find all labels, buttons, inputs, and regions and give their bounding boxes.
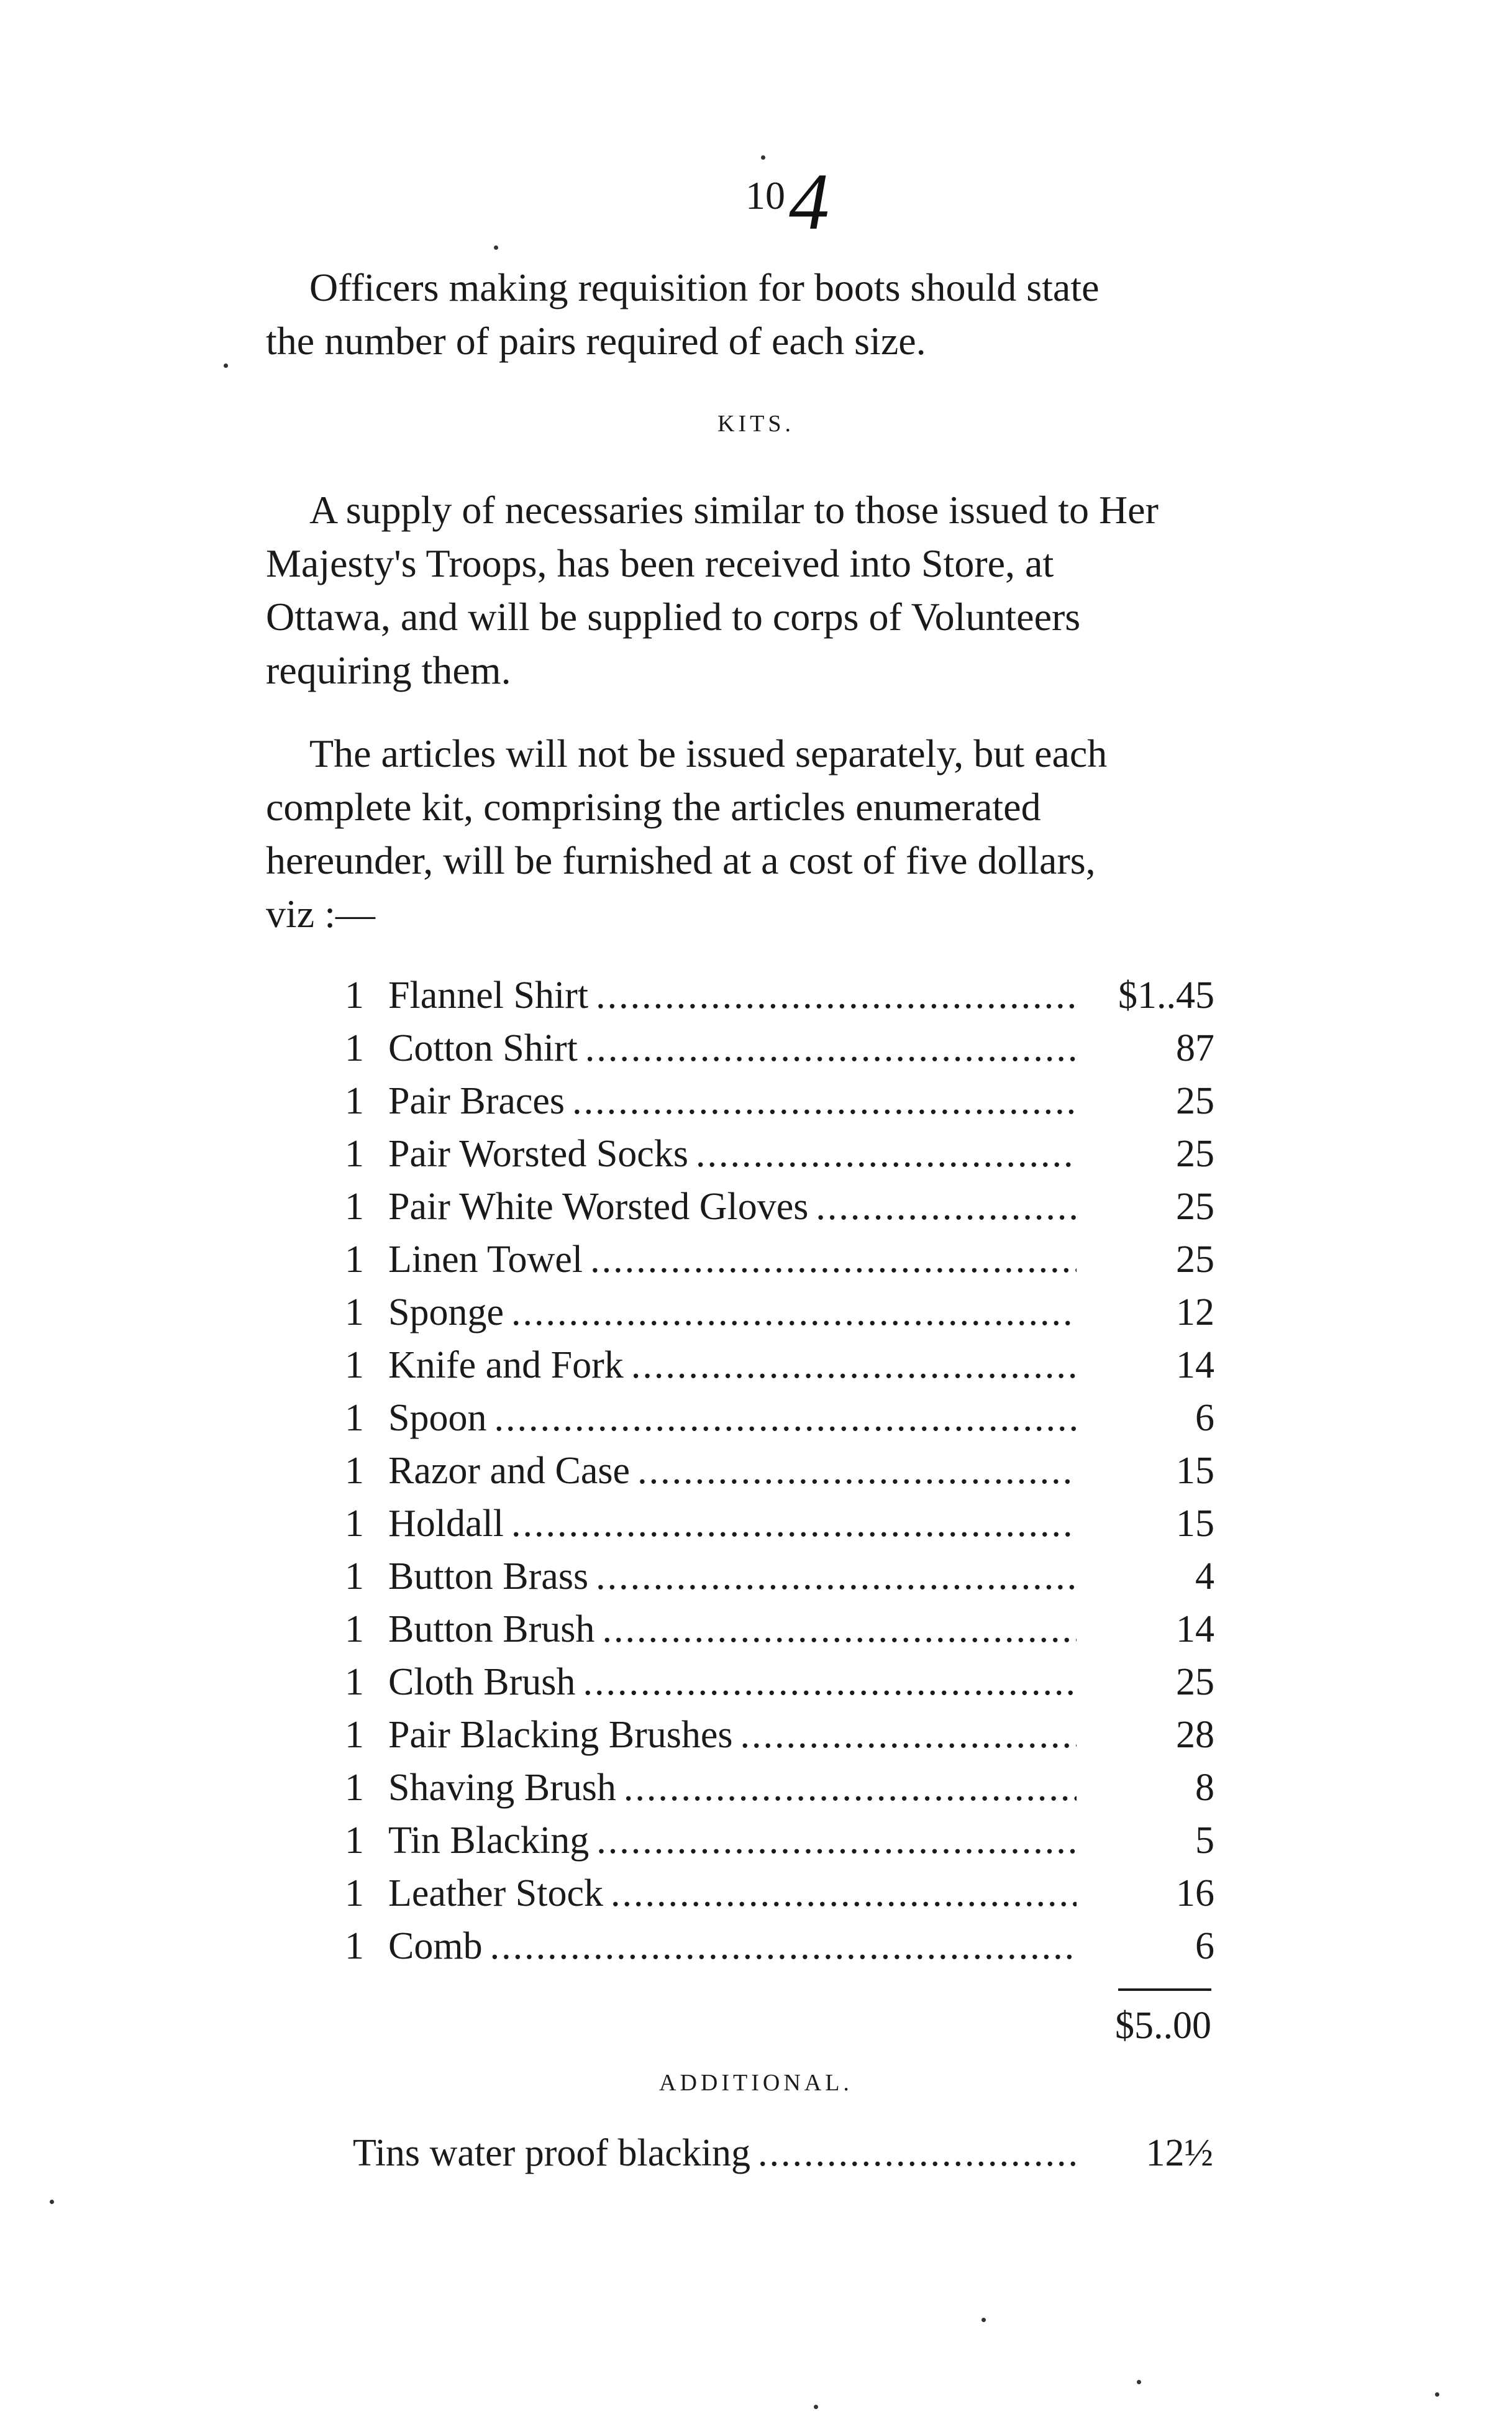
total-rule bbox=[1118, 1988, 1211, 1991]
kit-item-name: Cotton Shirt bbox=[388, 1027, 578, 1069]
dot-leader bbox=[572, 1075, 1077, 1128]
kit-item-price: 8 bbox=[1195, 1767, 1214, 1809]
kits-intro-line-1: A supply of necessaries similar to those issued to Her bbox=[309, 488, 1159, 532]
kit-item-price: 12 bbox=[1176, 1291, 1214, 1333]
additional-item-price: 12½ bbox=[1145, 2132, 1213, 2174]
ink-speck bbox=[224, 364, 228, 368]
ink-speck bbox=[761, 155, 765, 160]
kit-items-list bbox=[345, 969, 1214, 1973]
kit-item-price: 6 bbox=[1195, 1925, 1214, 1967]
dot-leader bbox=[740, 1709, 1077, 1762]
kit-item-qty: 1 bbox=[345, 1238, 364, 1281]
kit-total: $5..00 bbox=[1115, 2005, 1211, 2047]
dot-leader bbox=[758, 2131, 1075, 2175]
kit-item-qty: 1 bbox=[345, 1714, 364, 1756]
kits-heading: KITS. bbox=[717, 411, 795, 437]
kit-item-qty: 1 bbox=[345, 1397, 364, 1439]
kit-item-row bbox=[345, 969, 1214, 1022]
boots-notice-line-1: Officers making requisition for boots should state bbox=[309, 265, 1100, 309]
kit-item-qty: 1 bbox=[345, 1186, 364, 1228]
page-number: 10 bbox=[745, 173, 785, 217]
ink-speck bbox=[1435, 2392, 1439, 2397]
kits-intro-line-4: requiring them. bbox=[266, 648, 511, 692]
kit-item-price: 4 bbox=[1195, 1555, 1214, 1598]
dot-leader bbox=[596, 1550, 1077, 1603]
ink-speck bbox=[1137, 2380, 1141, 2384]
kit-item-name: Tin Blacking bbox=[388, 1819, 590, 1862]
kit-item-name: Pair Braces bbox=[388, 1080, 565, 1122]
dot-leader bbox=[585, 1022, 1077, 1075]
kit-item-row bbox=[345, 1233, 1214, 1286]
kit-item-name: Pair White Worsted Gloves bbox=[388, 1186, 809, 1228]
kit-item-qty: 1 bbox=[345, 1819, 364, 1862]
dot-leader bbox=[602, 1603, 1077, 1656]
kit-item-row bbox=[345, 1656, 1214, 1709]
kit-item-qty: 1 bbox=[345, 1872, 364, 1914]
dot-leader bbox=[511, 1286, 1077, 1339]
kit-item-name: Flannel Shirt bbox=[388, 974, 589, 1017]
kit-item-price: 28 bbox=[1176, 1714, 1214, 1756]
kit-item-price: 25 bbox=[1176, 1080, 1214, 1122]
kit-item-row bbox=[345, 1603, 1214, 1656]
dot-leader bbox=[631, 1339, 1077, 1392]
kit-item-name: Button Brass bbox=[388, 1555, 589, 1598]
articles-notice-line-3: hereunder, will be furnished at a cost of five dollars, bbox=[266, 838, 1096, 882]
kit-item-row bbox=[345, 1550, 1214, 1603]
articles-notice-line-1: The articles will not be issued separately, but each bbox=[309, 731, 1108, 775]
articles-notice-paragraph bbox=[266, 727, 1282, 941]
kit-item-qty: 1 bbox=[345, 1661, 364, 1703]
dot-leader bbox=[590, 1233, 1077, 1286]
kit-item-price: $1..45 bbox=[1118, 974, 1214, 1017]
kit-item-price: 25 bbox=[1176, 1186, 1214, 1228]
kit-item-name: Shaving Brush bbox=[388, 1767, 616, 1809]
kit-item-price: 25 bbox=[1176, 1661, 1214, 1703]
kit-item-row bbox=[345, 1445, 1214, 1498]
kit-item-price: 16 bbox=[1176, 1872, 1214, 1914]
articles-notice-line-4: viz :— bbox=[266, 892, 375, 936]
ink-speck bbox=[494, 245, 498, 250]
dot-leader bbox=[494, 1392, 1077, 1445]
kit-item-qty: 1 bbox=[345, 974, 364, 1017]
kit-item-price: 25 bbox=[1176, 1238, 1214, 1281]
kit-item-row bbox=[345, 1339, 1214, 1392]
boots-notice-line-2: the number of pairs required of each size. bbox=[266, 319, 926, 363]
ink-speck bbox=[50, 2200, 54, 2204]
kit-item-row bbox=[345, 1181, 1214, 1233]
kit-item-name: Button Brush bbox=[388, 1608, 595, 1650]
kit-item-name: Holdall bbox=[388, 1502, 504, 1545]
kit-item-name: Pair Blacking Brushes bbox=[388, 1714, 733, 1756]
kit-item-price: 87 bbox=[1176, 1027, 1214, 1069]
kit-item-row bbox=[345, 1867, 1214, 1920]
dot-leader bbox=[637, 1445, 1077, 1498]
dot-leader bbox=[490, 1920, 1077, 1973]
dot-leader bbox=[596, 969, 1077, 1022]
ink-speck bbox=[814, 2405, 818, 2409]
kit-item-price: 14 bbox=[1176, 1608, 1214, 1650]
dot-leader bbox=[511, 1498, 1077, 1550]
kit-item-price: 15 bbox=[1176, 1450, 1214, 1492]
kit-item-row bbox=[345, 1075, 1214, 1128]
kit-item-qty: 1 bbox=[345, 1502, 364, 1545]
kit-item-row bbox=[345, 1762, 1214, 1814]
kit-item-row bbox=[345, 1709, 1214, 1762]
kit-item-price: 15 bbox=[1176, 1502, 1214, 1545]
kit-item-qty: 1 bbox=[345, 1080, 364, 1122]
kit-item-name: Linen Towel bbox=[388, 1238, 583, 1281]
kit-item-row bbox=[345, 1920, 1214, 1973]
kit-item-name: Sponge bbox=[388, 1291, 504, 1333]
additional-item-name: Tins water proof blacking bbox=[353, 2132, 751, 2174]
kit-item-name: Cloth Brush bbox=[388, 1661, 576, 1703]
kit-item-qty: 1 bbox=[345, 1925, 364, 1967]
kits-intro-paragraph bbox=[266, 483, 1282, 697]
kit-item-name: Leather Stock bbox=[388, 1872, 604, 1914]
kit-item-name: Razor and Case bbox=[388, 1450, 631, 1492]
kit-item-row bbox=[345, 1498, 1214, 1550]
kits-intro-line-3: Ottawa, and will be supplied to corps of Volunteers bbox=[266, 595, 1081, 639]
kit-item-qty: 1 bbox=[345, 1344, 364, 1386]
kit-item-row bbox=[345, 1286, 1214, 1339]
dot-leader bbox=[624, 1762, 1077, 1814]
additional-heading: ADDITIONAL. bbox=[659, 2070, 853, 2096]
kit-item-row bbox=[345, 1022, 1214, 1075]
kit-item-qty: 1 bbox=[345, 1291, 364, 1333]
boots-notice-paragraph bbox=[266, 261, 1282, 368]
kit-item-row bbox=[345, 1814, 1214, 1867]
handwritten-folio-mark: 4 bbox=[789, 157, 829, 247]
kits-intro-line-2: Majesty's Troops, has been received into Store, at bbox=[266, 541, 1054, 585]
kit-item-name: Spoon bbox=[388, 1397, 487, 1439]
kit-item-name: Pair Worsted Socks bbox=[388, 1133, 688, 1175]
ink-speck bbox=[981, 2318, 986, 2322]
kit-item-qty: 1 bbox=[345, 1608, 364, 1650]
kit-item-qty: 1 bbox=[345, 1450, 364, 1492]
kit-item-qty: 1 bbox=[345, 1133, 364, 1175]
kit-item-price: 14 bbox=[1176, 1344, 1214, 1386]
dot-leader bbox=[816, 1181, 1077, 1233]
kit-item-qty: 1 bbox=[345, 1767, 364, 1809]
additional-item-row bbox=[353, 2131, 1213, 2175]
kit-item-qty: 1 bbox=[345, 1555, 364, 1598]
kit-item-price: 5 bbox=[1195, 1819, 1214, 1862]
dot-leader bbox=[583, 1656, 1077, 1709]
kit-item-name: Comb bbox=[388, 1925, 483, 1967]
dot-leader bbox=[611, 1867, 1077, 1920]
kit-item-price: 6 bbox=[1195, 1397, 1214, 1439]
kit-item-price: 25 bbox=[1176, 1133, 1214, 1175]
dot-leader bbox=[696, 1128, 1077, 1181]
dot-leader bbox=[596, 1814, 1077, 1867]
kit-item-row bbox=[345, 1128, 1214, 1181]
articles-notice-line-2: complete kit, comprising the articles enumerated bbox=[266, 785, 1041, 829]
kit-item-row bbox=[345, 1392, 1214, 1445]
kit-item-name: Knife and Fork bbox=[388, 1344, 624, 1386]
kit-item-qty: 1 bbox=[345, 1027, 364, 1069]
